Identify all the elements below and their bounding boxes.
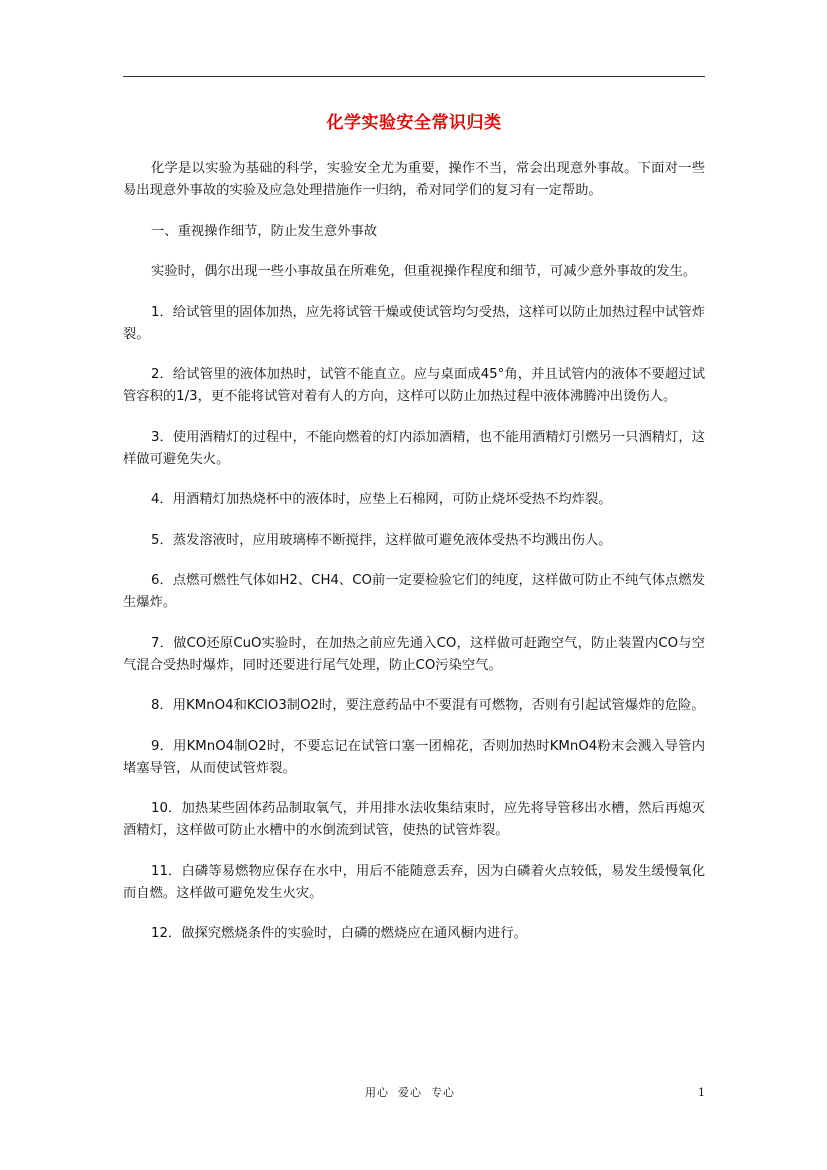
list-item: 8．用KMnO4和KClO3制O2时，要注意药品中不要混有可燃物，否则有引起试管爆炸的危险。: [151, 698, 705, 713]
list-item: 3．使用酒精灯的过程中，不能向燃着的灯内添加酒精，也不能用酒精灯引燃另一只酒精灯，这样做可避免失火。: [123, 429, 705, 467]
list-item: 2．给试管里的液体加热时，试管不能直立。应与桌面成45°角，并且试管内的液体不要超过试管容积的1/3，更不能将试管对着有人的方向，这样可以防止加热过程中液体沸腾冲出烫伤人。: [123, 367, 705, 404]
footer-motto: 用心 爱心 专心: [365, 1086, 455, 1099]
document-title: 化学实验安全常识归类: [326, 113, 502, 133]
list-item: 6．点燃可燃性气体如H2、CH4、CO前一定要检验它们的纯度，这样做可防止不纯气体点燃发生爆炸。: [123, 573, 705, 610]
header-rule: [123, 76, 705, 77]
list-item: 4．用酒精灯加热烧杯中的液体时，应垫上石棉网，可防止烧坏受热不均炸裂。: [151, 492, 612, 507]
section-intro-paragraph: 实验时，偶尔出现一些小事故虽在所难免，但重视操作程度和细节，可减少意外事故的发生。: [151, 264, 697, 279]
list-item: 10．加热某些固体药品制取氧气，并用排水法收集结束时，应先将导管移出水槽，然后再熄灭酒精灯，这样做可防止水槽中的水倒流到试管，使热的试管炸裂。: [123, 801, 705, 838]
list-item: 7．做CO还原CuO实验时，在加热之前应先通入CO，这样做可赶跑空气，防止装置内CO与空气混合受热时爆炸，同时还要进行尾气处理，防止CO污染空气。: [123, 635, 705, 673]
document-body: [123, 158, 705, 964]
list-item: 11．白磷等易燃物应保存在水中，用后不能随意丢弃，因为白磷着火点较低，易发生缓慢氧化而自燃。这样做可避免发生火灾。: [123, 863, 705, 901]
list-item: 12．做探究燃烧条件的实验时，白磷的燃烧应在通风橱内进行。: [151, 926, 527, 941]
list-item: 1．给试管里的固体加热，应先将试管干燥或使试管均匀受热，这样可以防止加热过程中试管炸裂。: [123, 304, 705, 342]
section-heading: 一、重视操作细节，防止发生意外事故: [151, 223, 378, 239]
page-number: 1: [698, 1086, 705, 1099]
intro-paragraph: 化学是以实验为基础的科学，实验安全尤为重要，操作不当，常会出现意外事故。下面对一些易出现意外事故的实验及应急处理措施作一归纳，希对同学们的复习有一定帮助。: [123, 161, 705, 198]
list-item: 9．用KMnO4制O2时，不要忘记在试管口塞一团棉花，否则加热时KMnO4粉末会溅入导管内堵塞导管，从而使试管炸裂。: [123, 738, 705, 776]
list-item: 5．蒸发溶液时，应用玻璃棒不断搅拌，这样做可避免液体受热不均溅出伤人。: [151, 532, 612, 548]
